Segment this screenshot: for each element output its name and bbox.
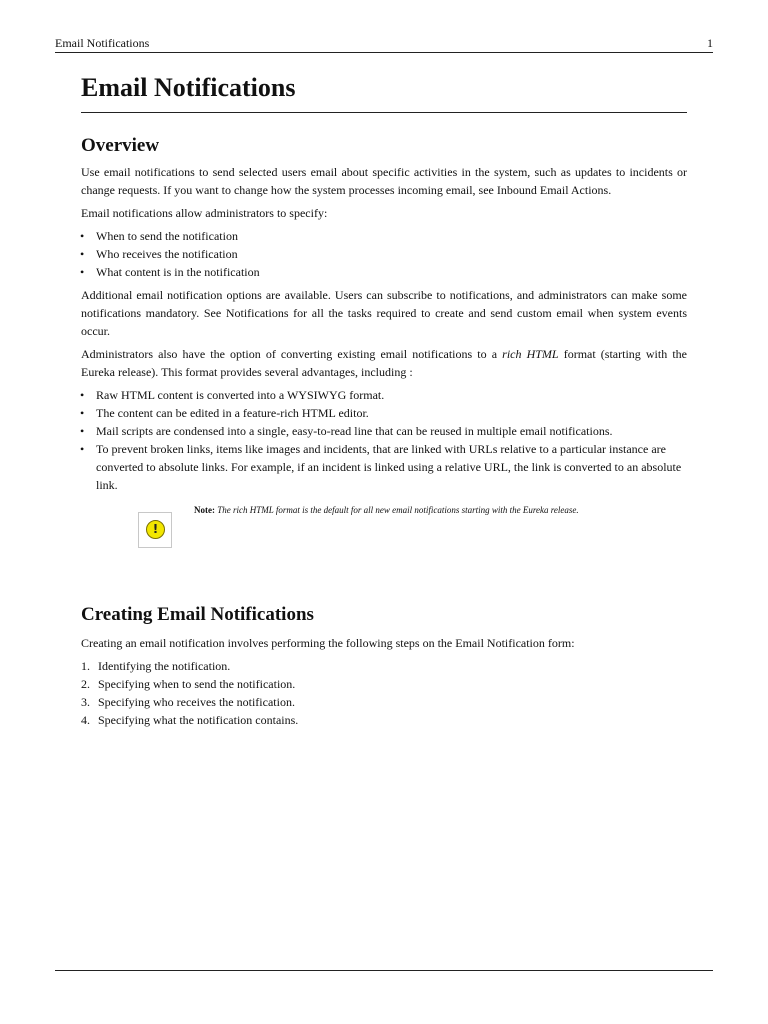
page-title: Email Notifications bbox=[81, 72, 687, 113]
overview-intro: Use email notifications to send selected users email about specific activities in the system, such as updates to incidents or change requests. If you want to change how the system processes incoming email, see Inbound Email Actions. bbox=[81, 165, 687, 197]
step-number: 2. bbox=[81, 677, 90, 691]
rich-pre: Administrators also have the option of converting existing email notifications to a bbox=[81, 347, 503, 361]
list-item: • Mail scripts are condensed into a single, easy-to-read line that can be reused in multiple email notifications. bbox=[81, 422, 687, 440]
list-item bbox=[81, 657, 687, 675]
advantages-list bbox=[81, 386, 687, 494]
note-text bbox=[194, 504, 579, 516]
overview-allow-text: Email notifications allow administrators to specify: bbox=[81, 206, 328, 220]
list-item: • When to send the notification bbox=[81, 227, 687, 245]
overview-rich-html bbox=[81, 345, 687, 381]
step-text: Specifying who receives the notification. bbox=[98, 695, 295, 709]
creating-heading: Creating Email Notifications bbox=[81, 604, 314, 625]
note-icon-frame bbox=[138, 512, 172, 548]
step-number: 3. bbox=[81, 695, 90, 709]
page-content bbox=[81, 72, 687, 734]
note-callout bbox=[81, 504, 687, 564]
list-item: • The content can be edited in a feature-rich HTML editor. bbox=[81, 404, 687, 422]
list-item: • Raw HTML content is converted into a WYSIWYG format. bbox=[81, 386, 687, 404]
steps-list bbox=[81, 657, 687, 729]
warning-icon: ! bbox=[146, 520, 165, 539]
step-text: Identifying the notification. bbox=[98, 659, 231, 673]
step-number: 4. bbox=[81, 713, 90, 727]
list-item bbox=[81, 711, 687, 729]
creating-intro: Creating an email notification involves performing the following steps on the Email Notification form: bbox=[81, 636, 575, 650]
note-label: Note: bbox=[194, 505, 215, 515]
step-number: 1. bbox=[81, 659, 90, 673]
specify-list bbox=[81, 227, 687, 281]
page-number: 1 bbox=[707, 36, 713, 50]
running-title: Email Notifications bbox=[55, 36, 150, 50]
note-body: The rich HTML format is the default for all new email notifications starting with the Eureka release. bbox=[215, 505, 579, 515]
rich-html-emphasis: rich HTML bbox=[502, 347, 559, 361]
step-text: Specifying what the notification contains. bbox=[98, 713, 299, 727]
footer-rule bbox=[55, 970, 713, 971]
list-item: • Who receives the notification bbox=[81, 245, 687, 263]
step-text: Specifying when to send the notification. bbox=[98, 677, 296, 691]
overview-heading: Overview bbox=[81, 135, 160, 156]
list-item bbox=[81, 693, 687, 711]
list-item: • What content is in the notification bbox=[81, 263, 687, 281]
list-item bbox=[81, 675, 687, 693]
overview-additional: Additional email notification options are available. Users can subscribe to notifications, and administrators can make some notifications mandatory. See Notifications for all the tasks required to create and send custom email when system events occur. bbox=[81, 288, 687, 338]
list-item: • To prevent broken links, items like images and incidents, that are linked with URLs relative to a particular instance are converted to absolute links. For example, if an incident is linked using a relative URL, the link is converted to an absolute link. bbox=[81, 440, 687, 494]
rich-post: format (starting with the Eureka release). This format provides several advantages, including : bbox=[81, 347, 687, 379]
running-header bbox=[55, 36, 713, 53]
